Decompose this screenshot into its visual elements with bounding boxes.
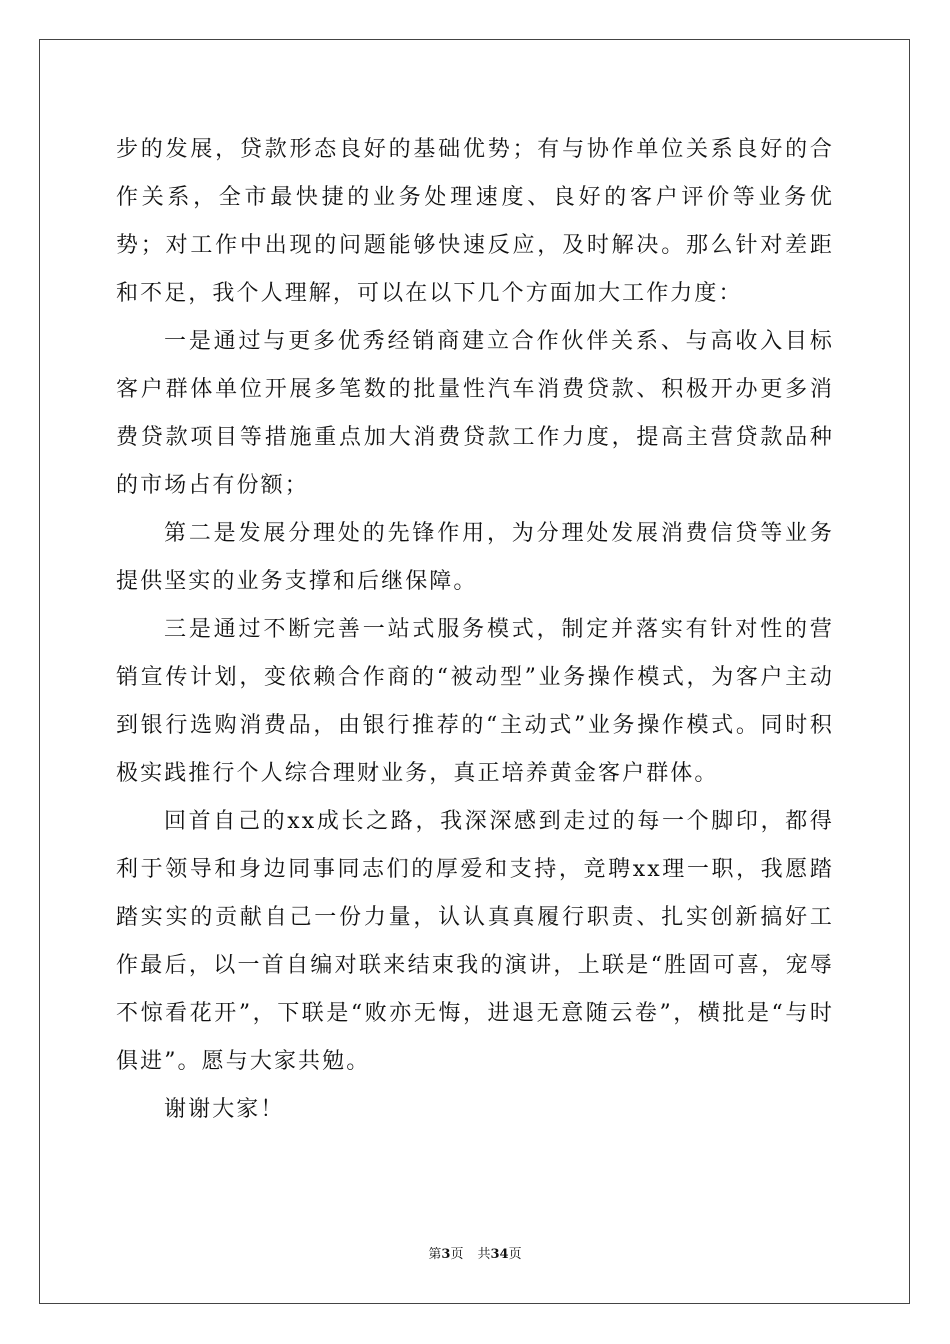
total-pages: 34 [490, 1247, 509, 1262]
page-footer [0, 1245, 950, 1265]
page-number: 3 [441, 1247, 451, 1262]
page-prefix: 第 [428, 1247, 442, 1262]
page-suffix: 页 [450, 1247, 464, 1262]
paragraph-point-two: 第二是发展分理处的先锋作用，为分理处发展消费信贷等业务提供坚实的业务支撑和后继保障。 [116, 521, 834, 594]
total-prefix: 共 [477, 1247, 491, 1262]
paragraph-thanks: 谢谢大家！ [164, 1097, 285, 1122]
document-body [116, 126, 834, 1134]
total-suffix: 页 [508, 1247, 522, 1262]
paragraph-point-one: 一是通过与更多优秀经销商建立合作伙伴关系、与高收入目标客户群体单位开展多笔数的批量性汽车消费贷款、积极开办更多消费贷款项目等措施重点加大消费贷款工作力度，提高主营贷款品种的市场占有份额； [116, 329, 834, 498]
paragraph-continuation: 步的发展，贷款形态良好的基础优势；有与协作单位关系良好的合作关系，全市最快捷的业务处理速度、良好的客户评价等业务优势；对工作中出现的问题能够快速反应，及时解决。那么针对差距和不足，我个人理解，可以在以下几个方面加大工作力度： [116, 137, 834, 306]
paragraph-closing: 回首自己的xx成长之路，我深深感到走过的每一个脚印，都得利于领导和身边同事同志们的厚爱和支持，竞聘xx理一职，我愿踏踏实实的贡献自己一份力量，认认真真履行职责、扎实创新搞好工作最后，以一首自编对联来结束我的演讲，上联是“胜固可喜，宠辱不惊看花开”，下联是“败亦无悔，进退无意随云卷”，横批是“与时俱进”。愿与大家共勉。 [116, 809, 834, 1074]
paragraph-point-three: 三是通过不断完善一站式服务模式，制定并落实有针对性的营销宣传计划，变依赖合作商的“被动型”业务操作模式，为客户主动到银行选购消费品，由银行推荐的“主动式”业务操作模式。同时积极实践推行个人综合理财业务，真正培养黄金客户群体。 [116, 617, 834, 786]
